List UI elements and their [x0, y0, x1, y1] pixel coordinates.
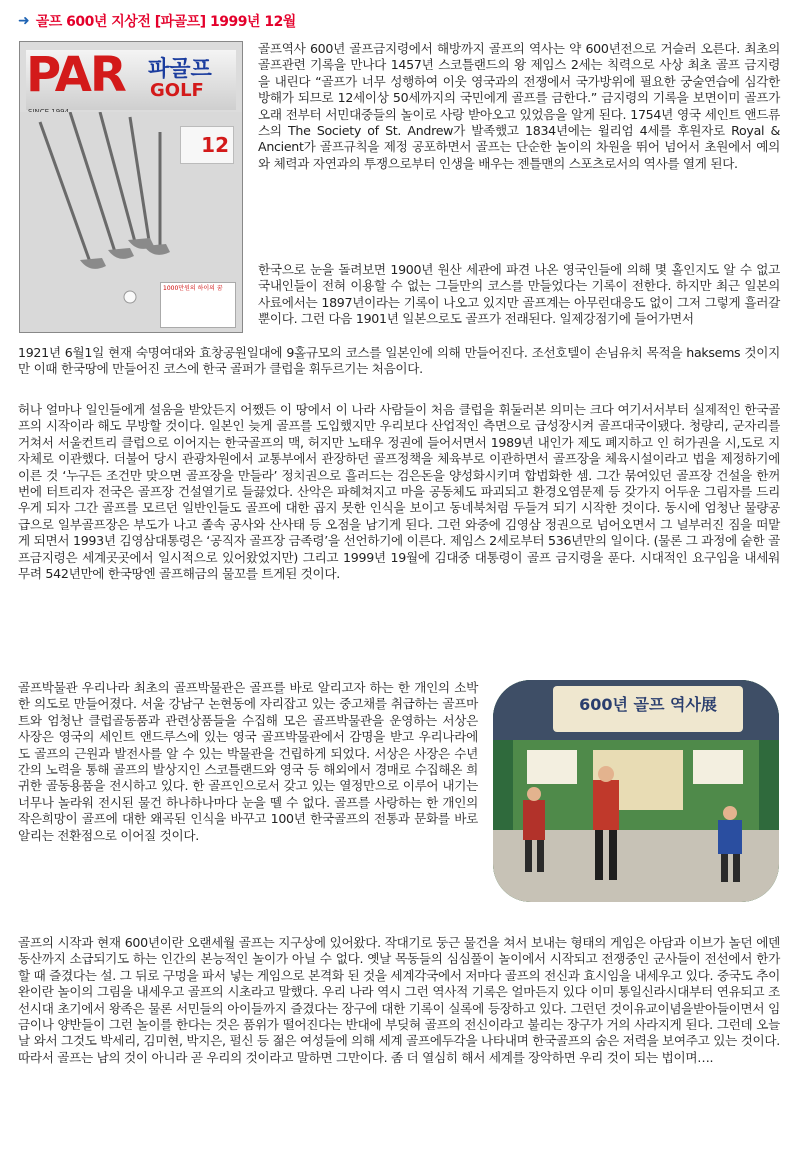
- paragraph-history: 허나 얼마나 일인들에게 설움을 받았든지 어쨌든 이 땅에서 이 나라 사람들이 처음 클럽을 휘둘러본 의미는 크다 여기서서부터 실제적인 한국골프의 시작이라 해도 무방할 것이다. 일본인 늦게 골프를 도입했지만 우리보다 산업적인 측면으로 급성장시켜 골프대국이됐다. 청량리, 군자리를 거쳐서 서울컨트리 클럽으로 이어지는 한국골프의 맥, 허지만 노태우 정권에 들어서면서 1989년 내인가 제도 폐지하고 인 허가권을 시,도로 지자체로 이관했다. 더불어 당시 관광차원에서 교통부에서 관장하던 골프정책을 체육부로 이관하면서 골프장을 체육시설이라고 법을 제정하기에 이른 것 ‘누구든 조건만 맞으면 골프장을 만들라’ 정치권으로 흘러드는 검은돈을 양성화시키며 합법화한 셈. 그간 묶여있던 골프장 건설을 한꺼번에 터트리자 전국은 골프장 건설열기로 들끓었다. 산악은 파헤쳐지고 마을 공동체도 파괴되고 환경오염문제 등 갖가지 어두운 그림자를 드리우게 되자 그간 골프를 모르던 일반인들도 골프에 대한 곱지 못한 인식을 보이고 동네북처럼 두들겨 되기 시작한 것이다. 동시에 엄청난 물량공급으로 일부골프장은 부도가 나고 졸속 공사와 산사태 등 오점을 남기게 된다. 그런 와중에 김영삼 정권으로 넘어오면서 그 널부러진 짐을 떠맡게 되면서 1993년 김영삼대통령은 ‘공직자 골프장 금족령’을 선언하기에 이른다. 제임스 2세로부터 536년만의 일이다. (물론 그 과정에 숱한 골프금지령은 세계곳곳에서 일시적으로 있어왔었지만) 그리고 1999년 19월에 김대중 대통령이 골프 금지령을 푼다. 시대적인 요구임을 내세워 무려 542년만에 한국땅엔 골프해금의 물꼬를 트게된 것이다.: [18, 402, 780, 582]
- exhibition-photo: [493, 680, 779, 902]
- cover-box-text: 1000만원의 하이의 꿈: [163, 285, 223, 292]
- cover-feature-box: [160, 282, 236, 328]
- paragraph-korea-a: 한국으로 눈을 돌려보면 1900년 원산 세관에 파견 나온 영국인들에 의해 몇 홀인지도 알 수 없고 국내인들이 전혀 이용할 수 없는 그들만의 코스를 만들었다는 기록이 전한다. 하지만 최근 일본의 사료에서는 1897년이라는 기록이 나오고 있지만 골프계는 아무런대응도 없이 그저 그렇게 흘러갈 뿐이다. 그런 다음 1901년 일본으로도 골프가 전래된다. 일제강점기에 들어가면서: [258, 262, 780, 327]
- right-arrow-icon: ➜: [18, 13, 30, 29]
- paragraph-intro: 골프역사 600년 골프금지령에서 해방까지 골프의 역사는 약 600년전으로 거슬러 오른다. 최초의 골프관련 기록을 만나다 1457년 스코틀랜드의 왕 제임스 2세는 칙력으로 사상 최초 골프 금지령을 내린다 “골프가 너무 성행하여 이웃 영국과의 전쟁에서 국가방위에 필요한 궁술연습에 심각한 방해가 되므로 12세이상 50세까지의 국민에게 골프를 금한다.” 금지령의 기록을 보면이미 골프가 오래 전부터 서민대중들의 놀이로 사랑 받아오고 있었음을 알게 된다. 1754년 영국 세인트 앤드류스의 The Society of St. Andrew가 발족했고 1834년에는 윌리엄 4세를 후원자로 Royal & Ancient가 골프규칙을 제정 공포하면서 골프는 단순한 놀이의 차원을 뛰어 넘어서 초원에서 예의와 체력과 자연과의 투쟁으로부터 인생을 배우는 젠틀맨의 스포츠로서의 역사를 열게 된다.: [258, 41, 780, 171]
- cover-issue-badge: [180, 126, 234, 164]
- cover-brand-ko: 파골프: [148, 57, 212, 82]
- cover-issue-month: 12: [201, 133, 229, 157]
- paragraph-museum: 골프박물관 우리나라 최초의 골프박물관은 골프를 바로 알리고자 하는 한 개인의 소박한 의도로 만들어졌다. 서울 강남구 논현동에 자리잡고 있는 중고채를 취급하는 골프마트와 엄청난 클럽골동품과 관련상품들을 수집해 모은 골프박물관을 운영하는 서상은 사장은 영국의 세인트 앤드루스에 있는 영국 골프박물관에서 감명을 받고 우리나라에도 골프의 근원과 발전사를 알 수 있는 박물관을 건립하게 되었다. 서상은 사장은 수년간의 노력을 통해 골프의 발상지인 스코틀랜드와 영국 등 해외에서 경매로 수집해온 희귀한 골동용품을 전시하고 있다. 한 골프인으로서 갖고 있는 열정만으로 이루어 내기는 너무나 놀라워 전시된 물건 하나하나마다 눈을 뗄 수 없다. 골프를 사랑하는 한 개인의 작은희망이 골프에 대한 왜곡된 인식을 바꾸고 100년 한국골프의 전통과 문화를 바로 알리는 전환점으로 이어질 것이다.: [18, 680, 478, 843]
- cover-brand-golf: GOLF: [150, 80, 204, 101]
- paragraph-korea-b: 1921년 6월1일 현재 숙명여대와 효창공원일대에 9홀규모의 코스를 일본인에 의해 만들어진다. 조선호텔이 손님유치 목적을 haksems 것이지만 이때 한국땅에 만들어진 코스에 한국 골퍼가 클럽을 휘두르기는 처음이다.: [18, 345, 780, 377]
- title-row: [18, 10, 296, 32]
- exhibition-banner: 600년 골프 역사展: [579, 695, 717, 714]
- exhibition-scene: [493, 680, 779, 902]
- magazine-cover-image: [19, 41, 243, 333]
- cover-brand-en: PAR: [26, 47, 125, 103]
- article-title: 골프 600년 지상전 [파골프] 1999년 12월: [35, 14, 296, 30]
- paragraph-origins: 골프의 시작과 현재 600년이란 오랜세월 골프는 지구상에 있어왔다. 작대기로 둥근 물건을 쳐서 보내는 형태의 게임은 아담과 이브가 놀던 에덴동산까지 소급되기도 하는 인간의 본능적인 놀이가 아닐 수 없다. 옛날 목동들의 심심풀이 놀이에서 시작되고 전쟁중인 군사들이 전선에서 한가할 때 즐겼다는 설. 그 뒤로 구멍을 파서 넣는 게임으로 본격화 된 것을 세계각국에서 저마다 골프의 전신과 효시임을 내세우고 있다. 중국도 추이완이란 놀이의 그림을 내세우고 골프의 시초라고 말했다. 우리 나라 역시 그런 역사적 기록은 얼마든지 있다 이미 통일신라시대부터 연유되고 조선시대 초기에서 왕족은 물론 서민들의 아이들까지 즐겼다는 장구에 대한 기록이 실록에 등장하고 있다. 그런던 것이유교이념을받아들이면서 임금이나 양반들이 그런 놀이를 한다는 것은 품위가 떨어진다는 반대에 부딪혀 골프의 전신이라고 불리는 장구가 거의 사라지게 된다. 그런데 오늘날 와서 그것도 박세리, 김미현, 박지은, 펄신 등 젊은 여성들에 의해 세계 골프에두각을 나타내며 한국골프의 숨은 저력을 보여주고 있는 것이다. 따라서 골프는 남의 것이 아니라 곧 우리의 것이라고 말하면 그만이다. 좀 더 열심히 해서 세계를 장악하면 우리 것이 되는 법이며….: [18, 935, 780, 1065]
